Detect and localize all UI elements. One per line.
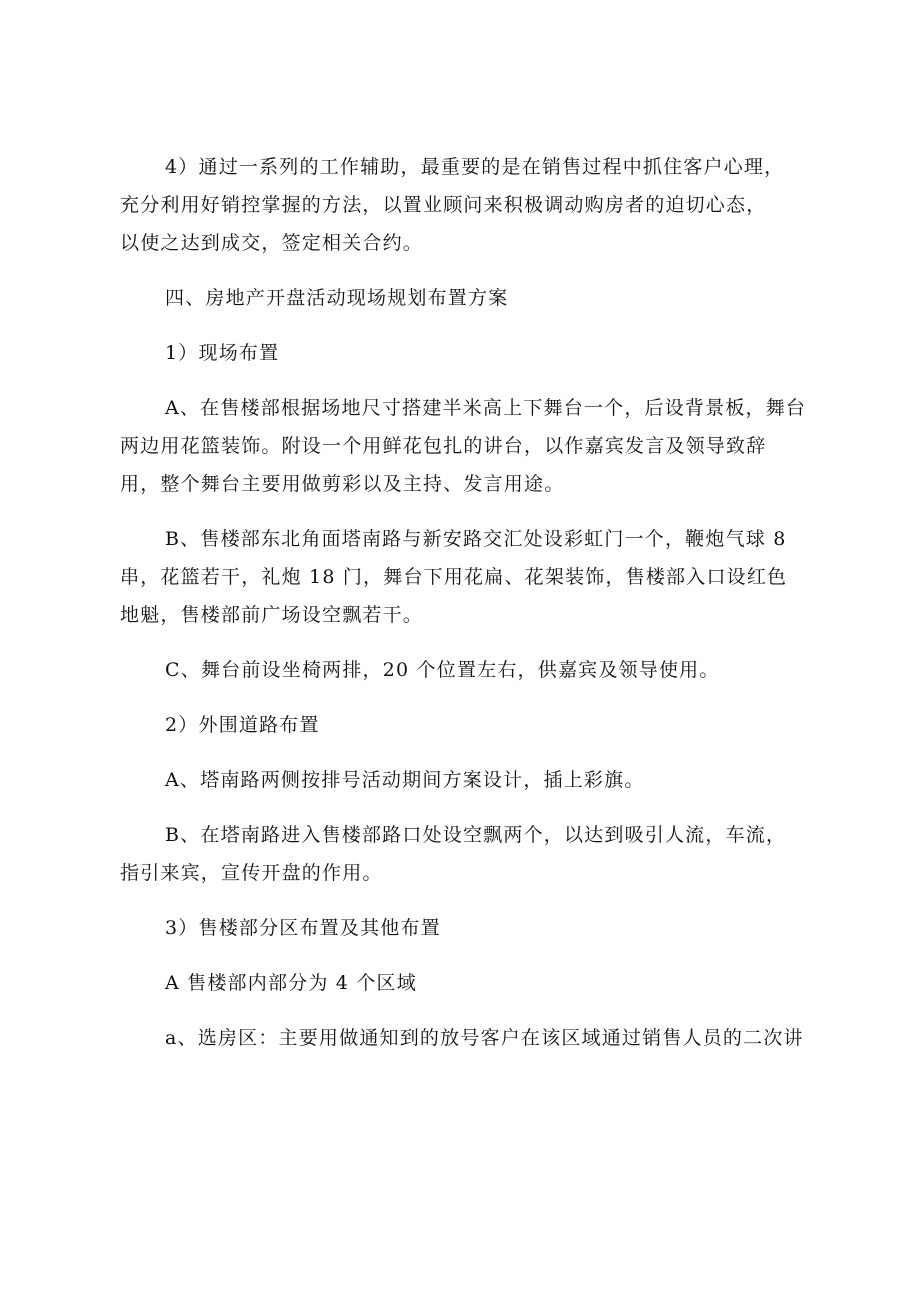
- paragraph-four-zones: [120, 964, 800, 1002]
- text-line: 四、房地产开盘活动现场规划布置方案: [165, 287, 509, 309]
- subheading-site-layout: [120, 334, 800, 372]
- text-line: 2）外围道路布置: [165, 714, 320, 736]
- paragraph-stage-setup: [120, 389, 807, 503]
- text-line: A、在售楼部根据场地尺寸搭建半米高上下舞台一个，后设背景板，舞台: [165, 397, 807, 419]
- paragraph-decorations: [120, 520, 800, 634]
- paragraph-balloons: [120, 816, 800, 892]
- text-line: 串，花篮若干，礼炮 18 门，舞台下用花扁、花架装饰，售楼部入口设红色: [120, 566, 788, 588]
- paragraph-4-summary: [120, 148, 800, 262]
- text-line: 充分利用好销控掌握的方法，以置业顾问来积极调动购房者的迫切心态，: [120, 194, 767, 216]
- paragraph-flags: [120, 761, 800, 799]
- text-line: C、舞台前设坐椅两排，20 个位置左右，供嘉宾及领导使用。: [165, 659, 720, 681]
- text-line: B、在塔南路进入售楼部路口处设空飘两个，以达到吸引人流，车流，: [165, 824, 787, 846]
- text-line: 以使之达到成交，签定相关合约。: [120, 232, 424, 254]
- document-body: [120, 148, 807, 1057]
- text-line: 4）通过一系列的工作辅助，最重要的是在销售过程中抓住客户心理，: [165, 156, 785, 178]
- text-line: 3）售楼部分区布置及其他布置: [165, 917, 441, 939]
- section-heading-4: [120, 279, 800, 317]
- text-line: A 售楼部内部分为 4 个区域: [165, 972, 417, 994]
- paragraph-selection-zone: [120, 1019, 804, 1057]
- text-line: 1）现场布置: [165, 342, 280, 364]
- text-line: 地魁，售楼部前广场设空飘若干。: [120, 604, 424, 626]
- text-line: 用，整个舞台主要用做剪彩以及主持、发言用途。: [120, 473, 565, 495]
- text-line: a、选房区：主要用做通知到的放号客户在该区域通过销售人员的二次讲: [165, 1027, 804, 1049]
- text-line: B、售楼部东北角面塔南路与新安路交汇处设彩虹门一个，鞭炮气球 8: [165, 528, 787, 550]
- text-line: 指引来宾，宣传开盘的作用。: [120, 862, 383, 884]
- paragraph-seating: [120, 651, 800, 689]
- text-line: A、塔南路两侧按排号活动期间方案设计，插上彩旗。: [165, 769, 645, 791]
- subheading-zones: [120, 909, 800, 947]
- subheading-road-layout: [120, 706, 800, 744]
- text-line: 两边用花篮装饰。附设一个用鲜花包扎的讲台，以作嘉宾发言及领导致辞: [120, 435, 767, 457]
